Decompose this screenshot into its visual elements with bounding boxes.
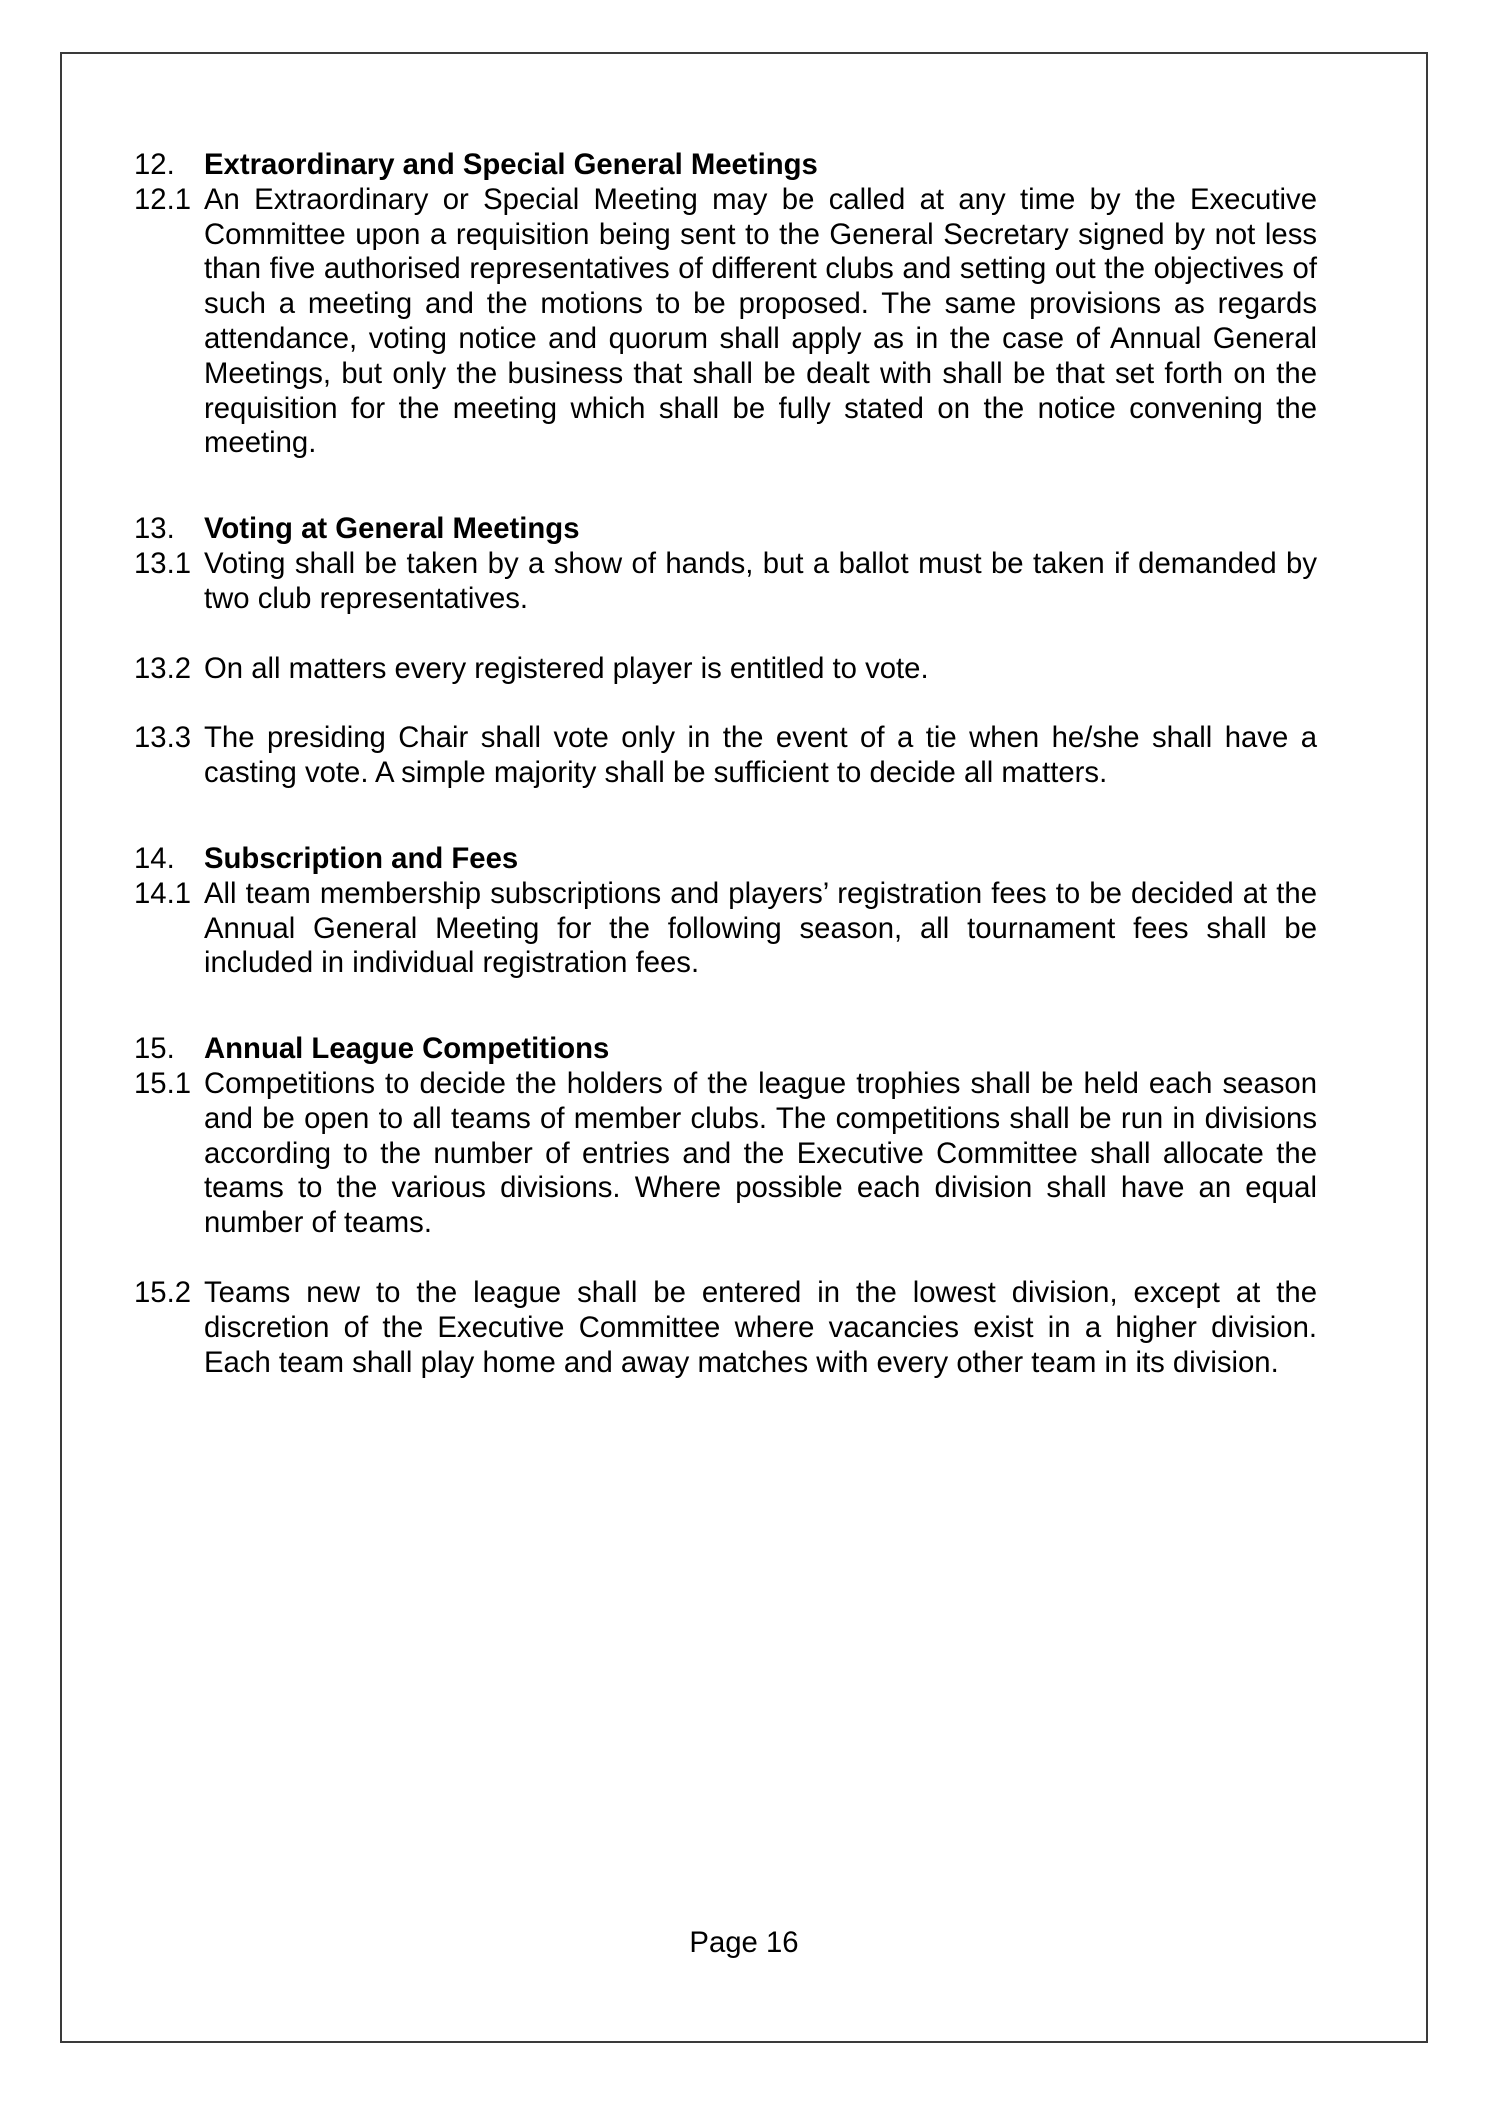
- clause-number: 15.1: [134, 1066, 192, 1100]
- document-content: [134, 148, 1317, 1380]
- clause-text: Competitions to decide the holders of the league trophies shall be held each season and be open to all teams of member clubs. The competitions shall be run in divisions according to the number of entries and the Executive Committee shall allocate the teams to the various divisions. Where possible each division shall have an equal number of teams.: [204, 1066, 1317, 1240]
- clause-number: 13.2: [134, 651, 192, 685]
- clause-number: 15.2: [134, 1275, 192, 1309]
- clause-row: [134, 652, 1317, 687]
- section-voting-at-general-meetings: [134, 512, 1317, 791]
- clause-text: On all matters every registered player is entitled to vote.: [204, 651, 929, 685]
- section-heading-row: [134, 148, 1317, 183]
- clause-text: Voting shall be taken by a show of hands, but a ballot must be taken if demanded by two club representatives.: [204, 546, 1317, 615]
- section-title: Extraordinary and Special General Meetings: [204, 148, 818, 181]
- clause-row: [134, 547, 1317, 617]
- clause-row: [134, 721, 1317, 791]
- clause-text: Teams new to the league shall be entered in the lowest division, except at the discretion of the Executive Committee where vacancies exist in a higher division. Each team shall play home and away matches with every other team in its division.: [204, 1275, 1317, 1379]
- section-title: Subscription and Fees: [204, 841, 519, 875]
- clause-number: 13.3: [134, 721, 192, 755]
- clause-text: The presiding Chair shall vote only in the event of a tie when he/she shall have a casting vote. A simple majority shall be sufficient to decide all matters.: [204, 721, 1317, 790]
- section-title: Voting at General Meetings: [204, 512, 580, 546]
- section-number: 12.: [134, 148, 175, 181]
- clause-number: 12.1: [134, 182, 192, 216]
- section-number: 14.: [134, 841, 175, 875]
- section-extraordinary-and-special-general-meetings: [134, 148, 1317, 461]
- clause-row: [134, 877, 1317, 981]
- clause-text: All team membership subscriptions and players’ registration fees to be decided at the Annual General Meeting for the following season, all tournament fees shall be included in individual registration fees.: [204, 876, 1317, 980]
- clause-number: 14.1: [134, 876, 192, 910]
- page-border: [60, 52, 1428, 2043]
- clause-row: [134, 1067, 1317, 1241]
- section-title: Annual League Competitions: [204, 1032, 610, 1066]
- section-heading-row: [134, 512, 1317, 547]
- clause-text: An Extraordinary or Special Meeting may be called at any time by the Executive Committee upon a requisition being sent to the General Secretary signed by not less than five authorised representatives of different clubs and setting out the objectives of such a meeting and the motions to be proposed. The same provisions as regards attendance, voting notice and quorum shall apply as in the case of Annual General Meetings, but only the business that shall be dealt with shall be that set forth on the requisition for the meeting which shall be fully stated on the notice convening the meeting.: [204, 182, 1317, 460]
- page-number: Page 16: [689, 1926, 799, 1959]
- clause-row: [134, 1276, 1317, 1380]
- section-number: 15.: [134, 1032, 175, 1066]
- section-heading-row: [134, 1032, 1317, 1067]
- section-subscription-and-fees: [134, 842, 1317, 981]
- section-heading-row: [134, 842, 1317, 877]
- section-number: 13.: [134, 512, 175, 546]
- clause-row: [134, 183, 1317, 461]
- section-annual-league-competitions: [134, 1032, 1317, 1380]
- clause-number: 13.1: [134, 546, 192, 580]
